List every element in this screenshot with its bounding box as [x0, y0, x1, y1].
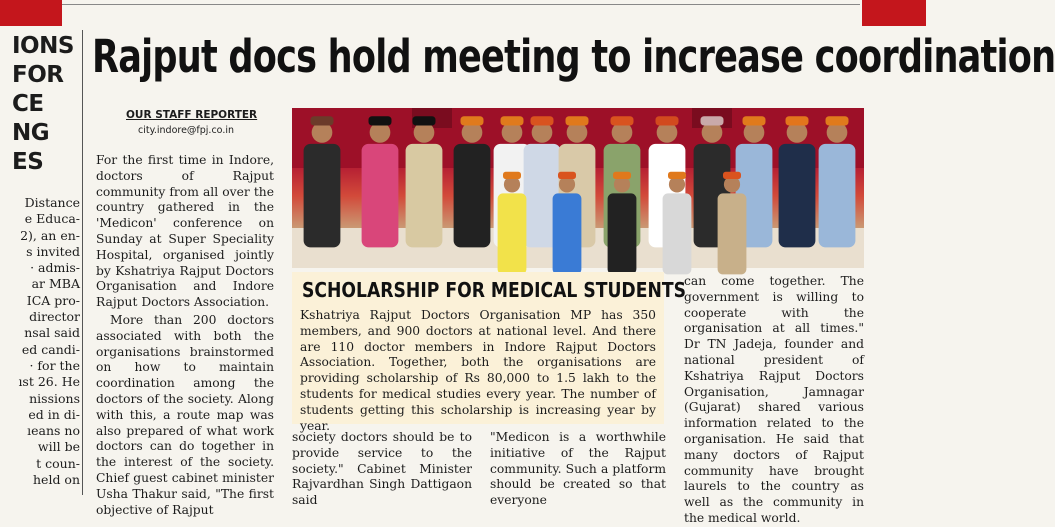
previous-body-line: director: [29, 309, 80, 325]
paragraph: More than 200 doctors associated with both the organisations brainstormed on how to maintain coordination among the doctors of the society. Along with this, a route map was also prepared of what work doctors can do together in the interest of the society. Chief guest cabinet minister Usha Thakur said, "The first objective of Rajput: [96, 312, 274, 517]
group-photo: [292, 108, 864, 268]
byline: OUR STAFF REPORTER: [126, 109, 258, 121]
previous-body-line: will be: [37, 439, 80, 455]
column-rule: [82, 30, 83, 495]
article-column-1: [96, 153, 274, 518]
previous-body-line: 2), an en-: [20, 227, 80, 243]
previous-body-line: t coun-: [36, 455, 80, 471]
previous-headline-line: CE: [12, 91, 44, 117]
previous-body-line: held on: [33, 472, 80, 488]
scholarship-sidebar: [292, 272, 686, 433]
previous-article-column: [0, 30, 80, 500]
paragraph: For the first time in Indore, doctors of Rajput community from all over the country gathered in the 'Medicon' conference on Sunday at Super Speciality Hospital, organised jointly by Kshatriya Rajput Doctors Organisation and Indore Rajput Doctors Association.: [96, 153, 274, 310]
previous-body-line: Distance: [24, 195, 80, 210]
previous-headline-line: FOR: [12, 62, 64, 88]
previous-body-line: ıst 26. He: [18, 374, 80, 390]
sidebar-body: Kshatriya Rajput Doctors Organisation MP has 350 members, and 900 doctors at national level. And there are 110 doctor members in Indore Rajput Doctors Association. Together, both the organisations are providing scholarship of Rs 80,000 to 1.5 lakh to the students for medical studies every year. The number of students getting this scholarship is increasing year by year.: [300, 308, 656, 433]
reporter-email: city.indore@fpj.co.in: [138, 125, 235, 136]
previous-body-line: · admis-: [30, 260, 80, 276]
top-strip: [0, 0, 926, 26]
previous-body-line: ar MBA: [31, 276, 80, 292]
previous-article-headline: [12, 32, 80, 177]
previous-headline-line: ES: [12, 149, 44, 175]
previous-body-line: s invited: [26, 243, 80, 259]
sidebar-title: SCHOLARSHIP FOR MEDICAL STUDENTS: [302, 278, 686, 302]
top-red-block-right: [862, 0, 926, 26]
previous-body-line: nissions: [29, 390, 80, 406]
previous-headline-line: IONS: [12, 33, 74, 59]
previous-body-line: ıeans no: [27, 423, 80, 439]
previous-body-line: nsal said: [24, 325, 80, 341]
article-column-4: can come together. The government is willing to cooperate with the organisation at all times." Dr TN Jadeja, founder and national president of Kshatriya Rajput Doctors Organisation, Jamnagar (Gujarat) shared various information related to the organisation. He said that many doctors of Rajput community have brought laurels to the country as well as the community in the medical world.: [684, 274, 864, 525]
previous-body-line: ed candi-: [21, 341, 80, 357]
previous-article-body: [0, 195, 80, 488]
previous-body-line: ICA pro-: [26, 292, 80, 308]
article-headline: Rajput docs hold meeting to increase coordination: [92, 30, 1055, 83]
previous-body-line: ed in di-: [28, 406, 80, 422]
margin-right: [868, 30, 926, 500]
group-photo-illustration: [292, 108, 864, 268]
article-column-3: "Medicon is a worthwhile initiative of the Rajput community. Such a platform should be created so that everyone: [490, 430, 666, 508]
top-red-block-left: [0, 0, 62, 26]
top-rule: [60, 4, 860, 5]
previous-headline-line: NG: [12, 120, 50, 146]
previous-body-line: e Educa-: [24, 211, 80, 227]
article-column-2: society doctors should be to provide service to the society." Cabinet Minister Rajvardhan Singh Dattigaon said: [292, 430, 472, 508]
previous-body-line: · for the: [29, 357, 80, 373]
